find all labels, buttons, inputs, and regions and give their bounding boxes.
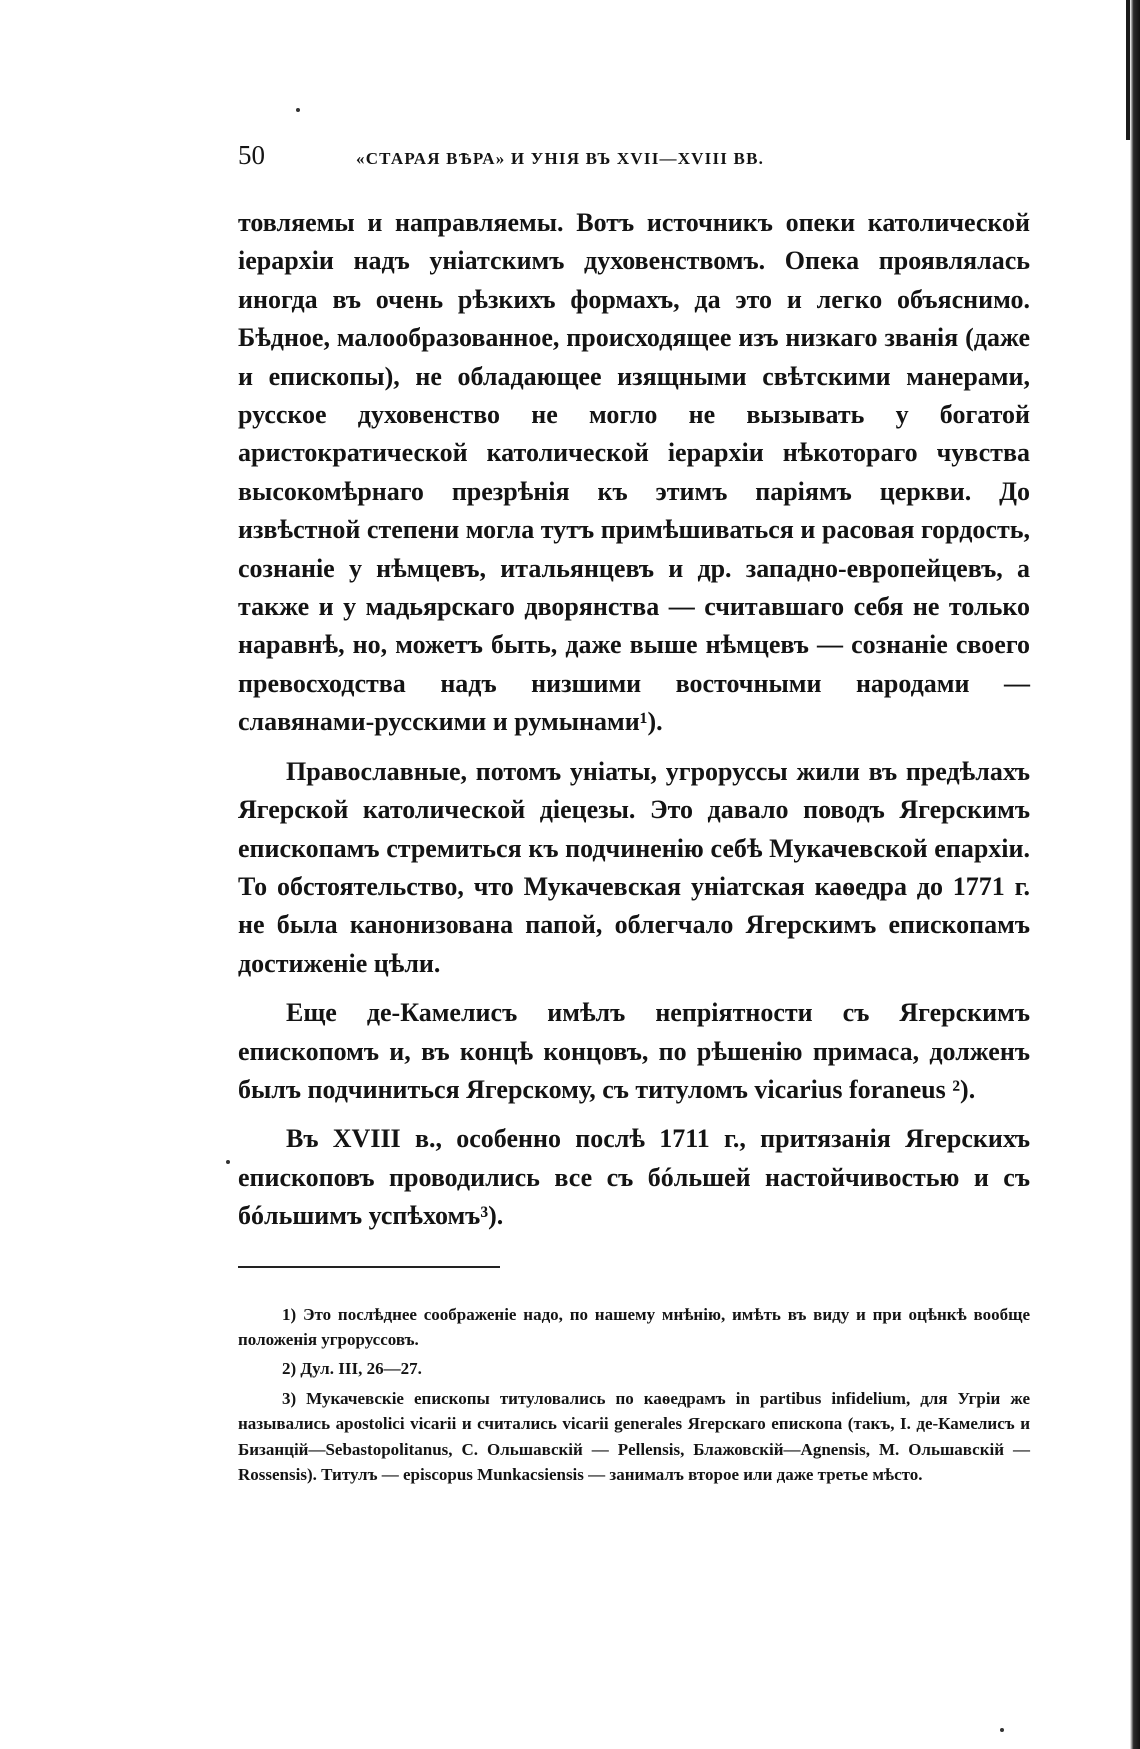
footnote: 2) Дул. III, 26—27. — [282, 1359, 422, 1379]
scan-edge-shadow — [1130, 0, 1140, 1749]
paragraph: Въ XVIII в., особенно послѣ 1711 г., притязанія Ягерскихъ епископовъ проводились все съ бóльшей настойчивостью и съ бóльшимъ успѣхомъ³). — [238, 1124, 1030, 1231]
paragraph: Еще де-Камелисъ имѣлъ непріятности съ Ягерскимъ епископомъ и, въ концѣ концовъ, по рѣшенію примаса, долженъ былъ подчиниться Ягерскому, съ титуломъ vicarius foraneus ²). — [238, 998, 1030, 1104]
paragraph-continued: товляемы и направляемы. Вотъ источникъ опеки католической іерархіи надъ уніатскимъ духовенствомъ. Опека проявлялась иногда въ очень рѣзкихъ формахъ, да это и легко объяснимо. Бѣдное, малообразованное, происходящее изъ низкаго званія (даже и епископы), не обладающее изящными свѣтскими манерами, русское духовенство не могло не вызывать у богатой аристократической католической іерархіи нѣкотораго чувства высокомѣрнаго презрѣнія къ этимъ паріямъ церкви. До извѣстной степени могла тутъ примѣшиваться и расовая гордость, сознаніе у нѣмцевъ, итальянцевъ и др. западно-европейцевъ, а также и у мадьярскаго дворянства — считавшаго себя не только наравнѣ, но, можетъ быть, даже выше нѣмцевъ — сознаніе своего превосходства надъ низшими восточными народами — славянами-русскими и румынами¹). — [238, 208, 1030, 737]
scan-speck — [296, 108, 300, 112]
page-number: 50 — [238, 140, 265, 170]
paragraph: Православные, потомъ уніаты, угроруссы жили въ предѣлахъ Ягерской католической діецезы. Это давало поводъ Ягерскимъ епископамъ стремиться къ подчиненію себѣ Мукачевской епархіи. То обстоятельство, что Мукачевская уніатская каѳедра до 1771 г. не была канонизована папой, облегчало Ягерскимъ епископамъ достиженіе цѣли. — [238, 756, 1030, 978]
scan-speck — [1000, 1728, 1004, 1732]
book-page — [238, 140, 1030, 1491]
footnotes — [238, 1302, 1030, 1488]
footnote: 3) Мукачевскіе епископы титуловались по каѳедрамъ in partibus infidelium, для Угріи же назывались apostolici vicarii и считались vicarii generales Ягерскаго епископа (такъ, I. де-Камелисъ и Бизанцій—Sebastopolitanus, С. Ольшавскій — Pellensis, Блажовскій—Agnensis, М. Ольшавскій — Rossensis). Титулъ — episcopus Munkacsiensis — занималъ второе или даже третье мѣсто. — [238, 1388, 1030, 1484]
scan-edge-mark — [1126, 0, 1130, 140]
running-head — [238, 140, 1030, 184]
running-title: «СТАРАЯ ВѢРА» И УНІЯ ВЪ XVII—XVIII ВВ. — [356, 149, 765, 168]
footnote-divider — [238, 1266, 500, 1268]
scan-speck — [226, 1160, 230, 1164]
body-text — [238, 204, 1030, 1236]
footnote: 1) Это послѣднее соображеніе надо, по нашему мнѣнію, имѣть въ виду и при оцѣнкѣ вообще положенія угроруссовъ. — [238, 1304, 1030, 1349]
